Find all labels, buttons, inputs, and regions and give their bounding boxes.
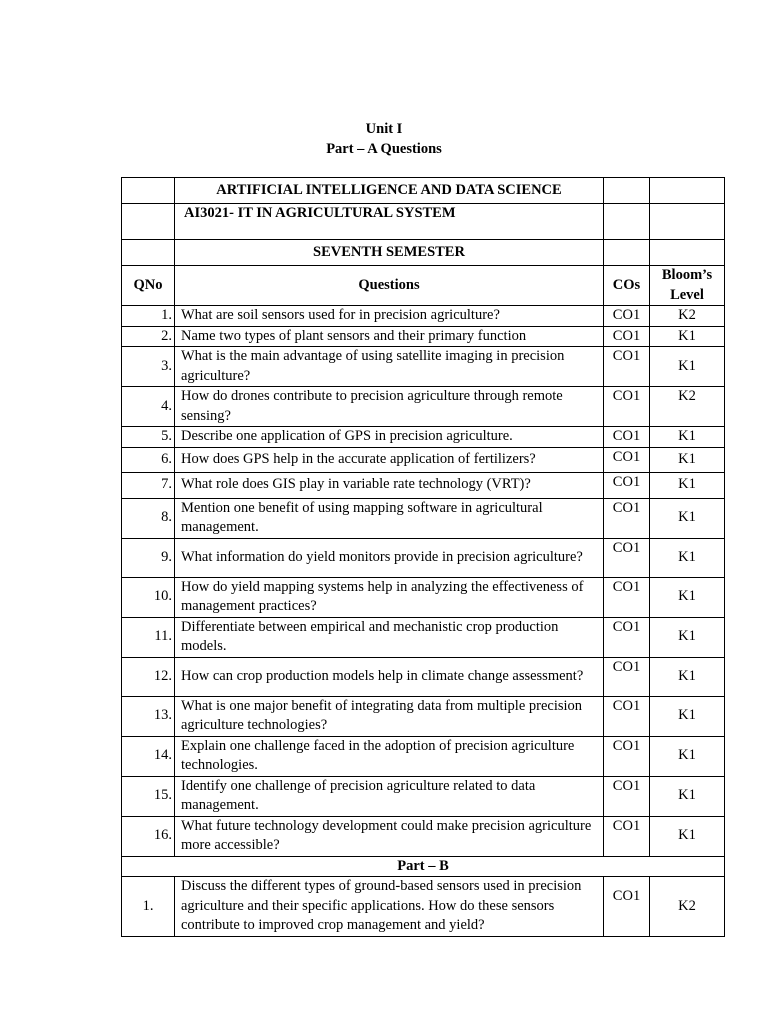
course-outcome: CO1	[604, 387, 650, 427]
column-header-blooms-level: Bloom’s Level	[650, 266, 725, 306]
blooms-level: K1	[650, 577, 725, 617]
blooms-level: K1	[650, 617, 725, 657]
question-number: 10.	[122, 577, 175, 617]
question-number: 2.	[122, 326, 175, 347]
table-row	[122, 538, 725, 577]
empty-cell	[604, 204, 650, 240]
question-table	[121, 177, 725, 937]
empty-cell	[122, 204, 175, 240]
blooms-level: K1	[650, 736, 725, 776]
blooms-level: K1	[650, 347, 725, 387]
empty-cell	[650, 204, 725, 240]
course-outcome: CO1	[604, 538, 650, 577]
blooms-level: K1	[650, 776, 725, 816]
question-number: 16.	[122, 816, 175, 856]
blooms-level: K1	[650, 427, 725, 448]
question-text: How do yield mapping systems help in analyzing the effectiveness of management practices?	[175, 577, 604, 617]
table-row	[122, 736, 725, 776]
question-number: 8.	[122, 498, 175, 538]
table-row	[122, 696, 725, 736]
question-text: How do drones contribute to precision agriculture through remote sensing?	[175, 387, 604, 427]
empty-cell	[122, 178, 175, 204]
course-outcome: CO1	[604, 617, 650, 657]
question-number: 13.	[122, 696, 175, 736]
question-table-body	[122, 178, 725, 937]
part-heading: Part – A Questions	[326, 141, 442, 157]
blooms-level: K1	[650, 816, 725, 856]
course-outcome: CO1	[604, 347, 650, 387]
course-outcome: CO1	[604, 306, 650, 327]
department-row	[122, 178, 725, 204]
question-text: What is the main advantage of using satellite imaging in precision agriculture?	[175, 347, 604, 387]
table-row	[122, 816, 725, 856]
question-number: 3.	[122, 347, 175, 387]
course-row	[122, 204, 725, 240]
department-title: ARTIFICIAL INTELLIGENCE AND DATA SCIENCE	[175, 178, 604, 204]
table-row	[122, 877, 725, 937]
question-number: 5.	[122, 427, 175, 448]
question-text: Describe one application of GPS in precision agriculture.	[175, 427, 604, 448]
course-outcome: CO1	[604, 427, 650, 448]
table-row	[122, 617, 725, 657]
course-outcome: CO1	[604, 736, 650, 776]
question-number: 14.	[122, 736, 175, 776]
course-title: AI3021- IT IN AGRICULTURAL SYSTEM	[175, 204, 604, 240]
course-outcome: CO1	[604, 577, 650, 617]
table-row	[122, 577, 725, 617]
question-text: Discuss the different types of ground-based sensors used in precision agriculture and their specific applications. How do these sensors contribute to improved crop management and yield?	[175, 877, 604, 937]
question-text: How can crop production models help in climate change assessment?	[175, 657, 604, 696]
course-outcome: CO1	[604, 498, 650, 538]
question-text: How does GPS help in the accurate application of fertilizers?	[175, 447, 604, 472]
table-row	[122, 326, 725, 347]
question-text: What information do yield monitors provide in precision agriculture?	[175, 538, 604, 577]
blooms-level: K1	[650, 447, 725, 472]
blooms-level: K2	[650, 877, 725, 937]
empty-cell	[604, 178, 650, 204]
blooms-level: K2	[650, 387, 725, 427]
question-text: What is one major benefit of integrating data from multiple precision agriculture technologies?	[175, 696, 604, 736]
blooms-level: K1	[650, 657, 725, 696]
question-number: 12.	[122, 657, 175, 696]
question-number: 4.	[122, 387, 175, 427]
question-number: 7.	[122, 472, 175, 498]
course-outcome: CO1	[604, 657, 650, 696]
empty-cell	[122, 240, 175, 266]
blooms-level: K2	[650, 306, 725, 327]
course-outcome: CO1	[604, 472, 650, 498]
question-number: 1.	[122, 877, 175, 937]
question-number: 1.	[122, 306, 175, 327]
course-outcome: CO1	[604, 696, 650, 736]
question-text: What are soil sensors used for in precision agriculture?	[175, 306, 604, 327]
table-row	[122, 498, 725, 538]
course-outcome: CO1	[604, 776, 650, 816]
question-text: Name two types of plant sensors and their primary function	[175, 326, 604, 347]
empty-cell	[604, 240, 650, 266]
question-number: 11.	[122, 617, 175, 657]
question-text: Explain one challenge faced in the adoption of precision agriculture technologies.	[175, 736, 604, 776]
blooms-level: K1	[650, 538, 725, 577]
question-number: 9.	[122, 538, 175, 577]
table-row	[122, 447, 725, 472]
question-text: What future technology development could make precision agriculture more accessible?	[175, 816, 604, 856]
part-b-header-row	[122, 856, 725, 877]
unit-heading: Unit I	[365, 121, 403, 137]
table-row	[122, 347, 725, 387]
blooms-level: K1	[650, 326, 725, 347]
blooms-level: K1	[650, 498, 725, 538]
part-b-title: Part – B	[122, 856, 725, 877]
table-row	[122, 472, 725, 498]
column-header-row	[122, 266, 725, 306]
question-text: Mention one benefit of using mapping software in agricultural management.	[175, 498, 604, 538]
course-outcome: CO1	[604, 877, 650, 937]
question-text: Differentiate between empirical and mechanistic crop production models.	[175, 617, 604, 657]
table-row	[122, 306, 725, 327]
blooms-level: K1	[650, 472, 725, 498]
table-row	[122, 657, 725, 696]
table-row	[122, 776, 725, 816]
column-header-cos: COs	[604, 266, 650, 306]
blooms-level: K1	[650, 696, 725, 736]
column-header-qno: QNo	[122, 266, 175, 306]
table-row	[122, 387, 725, 427]
course-outcome: CO1	[604, 447, 650, 472]
empty-cell	[650, 240, 725, 266]
semester-title: SEVENTH SEMESTER	[175, 240, 604, 266]
table-row	[122, 427, 725, 448]
question-number: 6.	[122, 447, 175, 472]
question-number: 15.	[122, 776, 175, 816]
course-outcome: CO1	[604, 326, 650, 347]
course-outcome: CO1	[604, 816, 650, 856]
empty-cell	[650, 178, 725, 204]
column-header-questions: Questions	[175, 266, 604, 306]
question-text: What role does GIS play in variable rate technology (VRT)?	[175, 472, 604, 498]
semester-row	[122, 240, 725, 266]
question-text: Identify one challenge of precision agriculture related to data management.	[175, 776, 604, 816]
